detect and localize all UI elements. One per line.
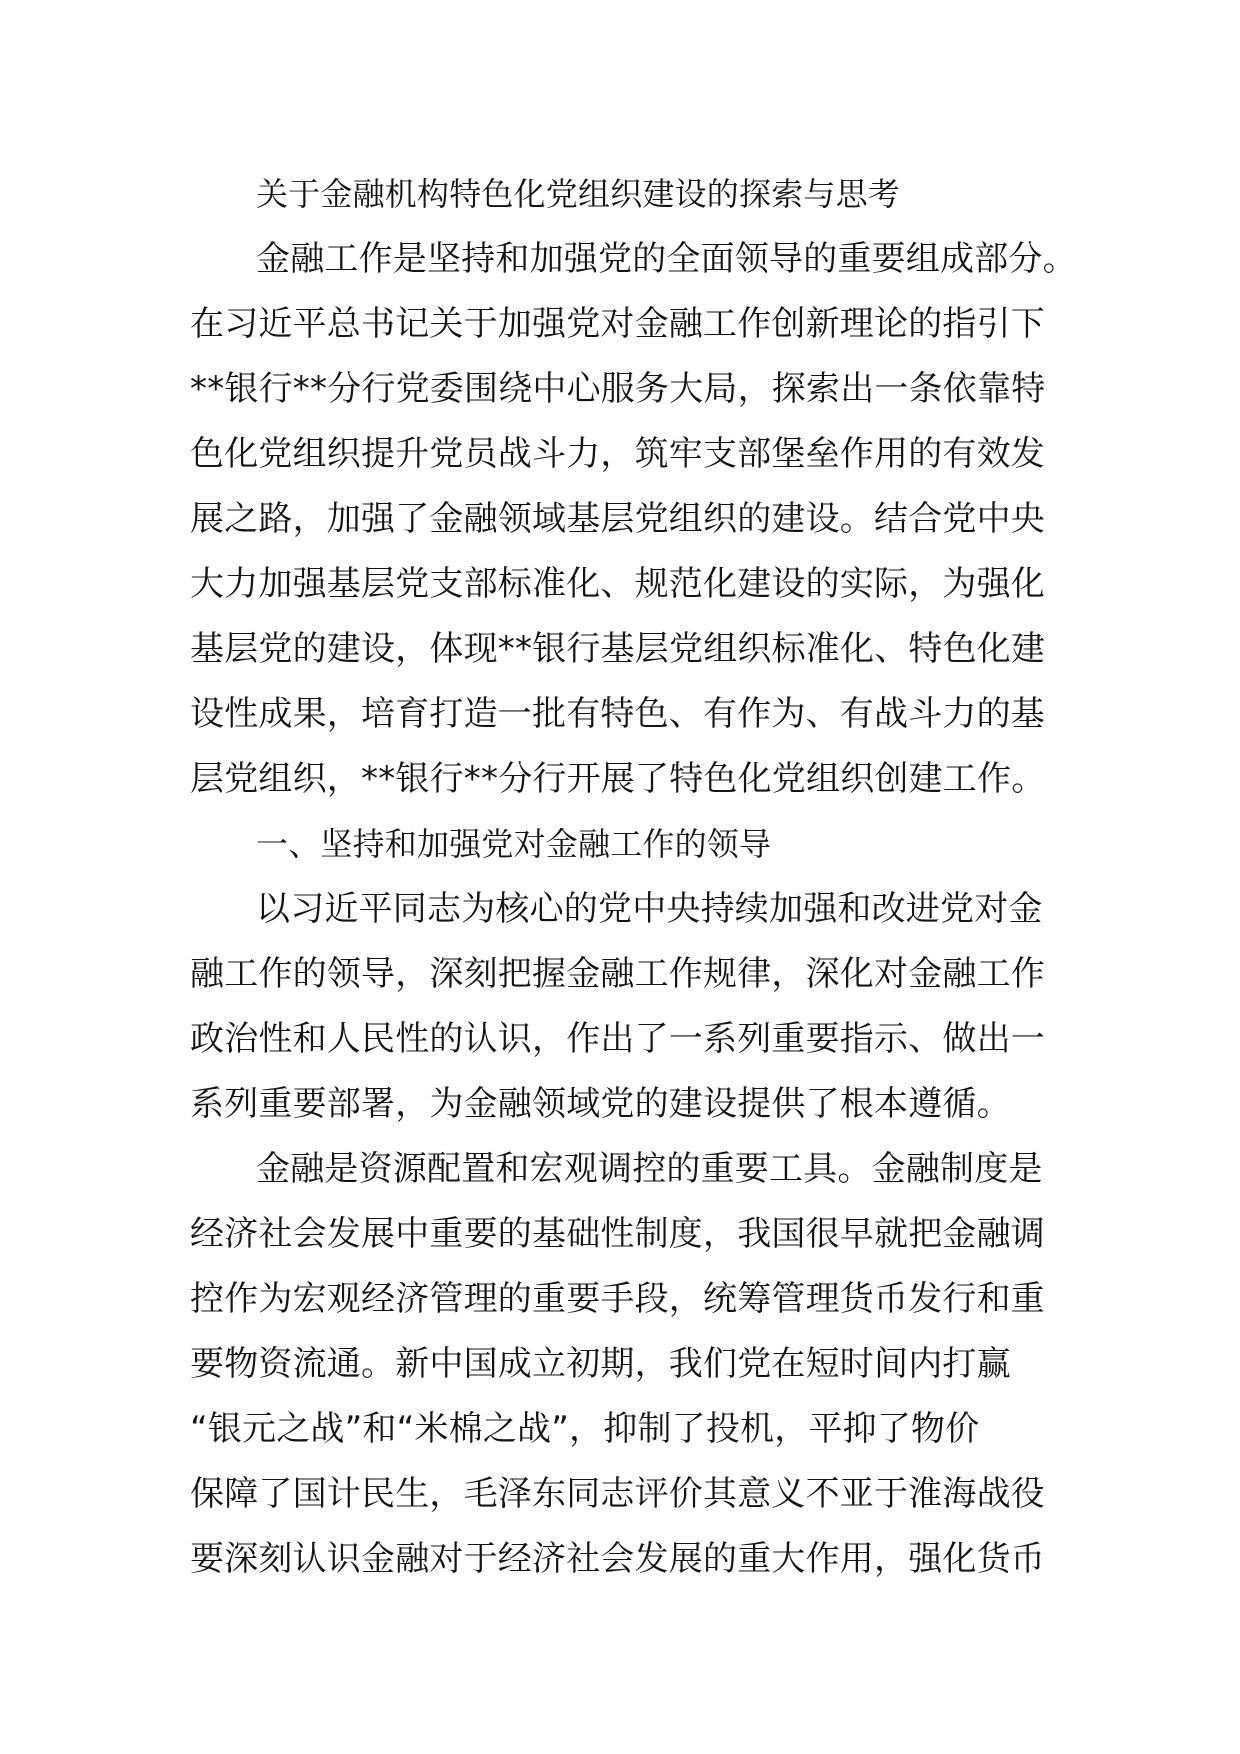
paragraph-1 bbox=[190, 227, 1077, 812]
paragraph-line: 设性成果，培育打造一批有特色、有作为、有战斗力的基 bbox=[190, 694, 1045, 734]
paragraph-line: 系列重要部署，为金融领域党的建设提供了根本遵循。 bbox=[190, 1084, 1011, 1124]
paragraph-line: 经济社会发展中重要的基础性制度，我国很早就把金融调 bbox=[190, 1214, 1045, 1254]
paragraph-line: 政治性和人民性的认识，作出了一系列重要指示、做出一 bbox=[190, 1019, 1045, 1059]
paragraph-line: 要深刻认识金融对于经济社会发展的重大作用，强化货币 bbox=[190, 1539, 1045, 1579]
section-heading: 一、坚持和加强党对金融工作的领导 bbox=[256, 825, 772, 863]
paragraph-line: 金融工作是坚持和加强党的全面领导的重要组成部分。 bbox=[256, 239, 1077, 279]
document-title: 关于金融机构特色化党组织建设的探索与思考 bbox=[256, 175, 901, 213]
paragraph-line: 融工作的领导，深刻把握金融工作规律，深化对金融工作 bbox=[190, 954, 1045, 994]
paragraph-line: 保障了国计民生，毛泽东同志评价其意义不亚于淮海战役 bbox=[190, 1474, 1045, 1514]
paragraph-line: 控作为宏观经济管理的重要手段，统筹管理货币发行和重 bbox=[190, 1279, 1045, 1319]
paragraph-line: 在习近平总书记关于加强党对金融工作创新理论的指引下 bbox=[190, 304, 1045, 344]
document-body bbox=[190, 162, 1077, 1592]
paragraph-line: 以习近平同志为核心的党中央持续加强和改进党对金 bbox=[256, 889, 1043, 929]
paragraph-3 bbox=[190, 1137, 1070, 1592]
paragraph-2 bbox=[190, 877, 1070, 1137]
paragraph-line: **银行**分行党委围绕中心服务大局，探索出一条依靠特 bbox=[190, 369, 1046, 409]
paragraph-line: 基层党的建设，体现**银行基层党组织标准化、特色化建 bbox=[190, 629, 1046, 669]
paragraph-line: 色化党组织提升党员战斗力，筑牢支部堡垒作用的有效发 bbox=[190, 434, 1045, 474]
paragraph-line: 金融是资源配置和宏观调控的重要工具。金融制度是 bbox=[256, 1149, 1043, 1189]
paragraph-line: 要物资流通。新中国成立初期，我们党在短时间内打赢 bbox=[190, 1344, 1011, 1384]
paragraph-line: 大力加强基层党支部标准化、规范化建设的实际，为强化 bbox=[190, 564, 1045, 604]
paragraph-line: 层党组织，**银行**分行开展了特色化党组织创建工作。 bbox=[190, 759, 1046, 799]
paragraph-line: 展之路，加强了金融领域基层党组织的建设。结合党中央 bbox=[190, 499, 1045, 539]
paragraph-line: “银元之战”和“米棉之战”，抑制了投机，平抑了物价 bbox=[190, 1409, 980, 1449]
